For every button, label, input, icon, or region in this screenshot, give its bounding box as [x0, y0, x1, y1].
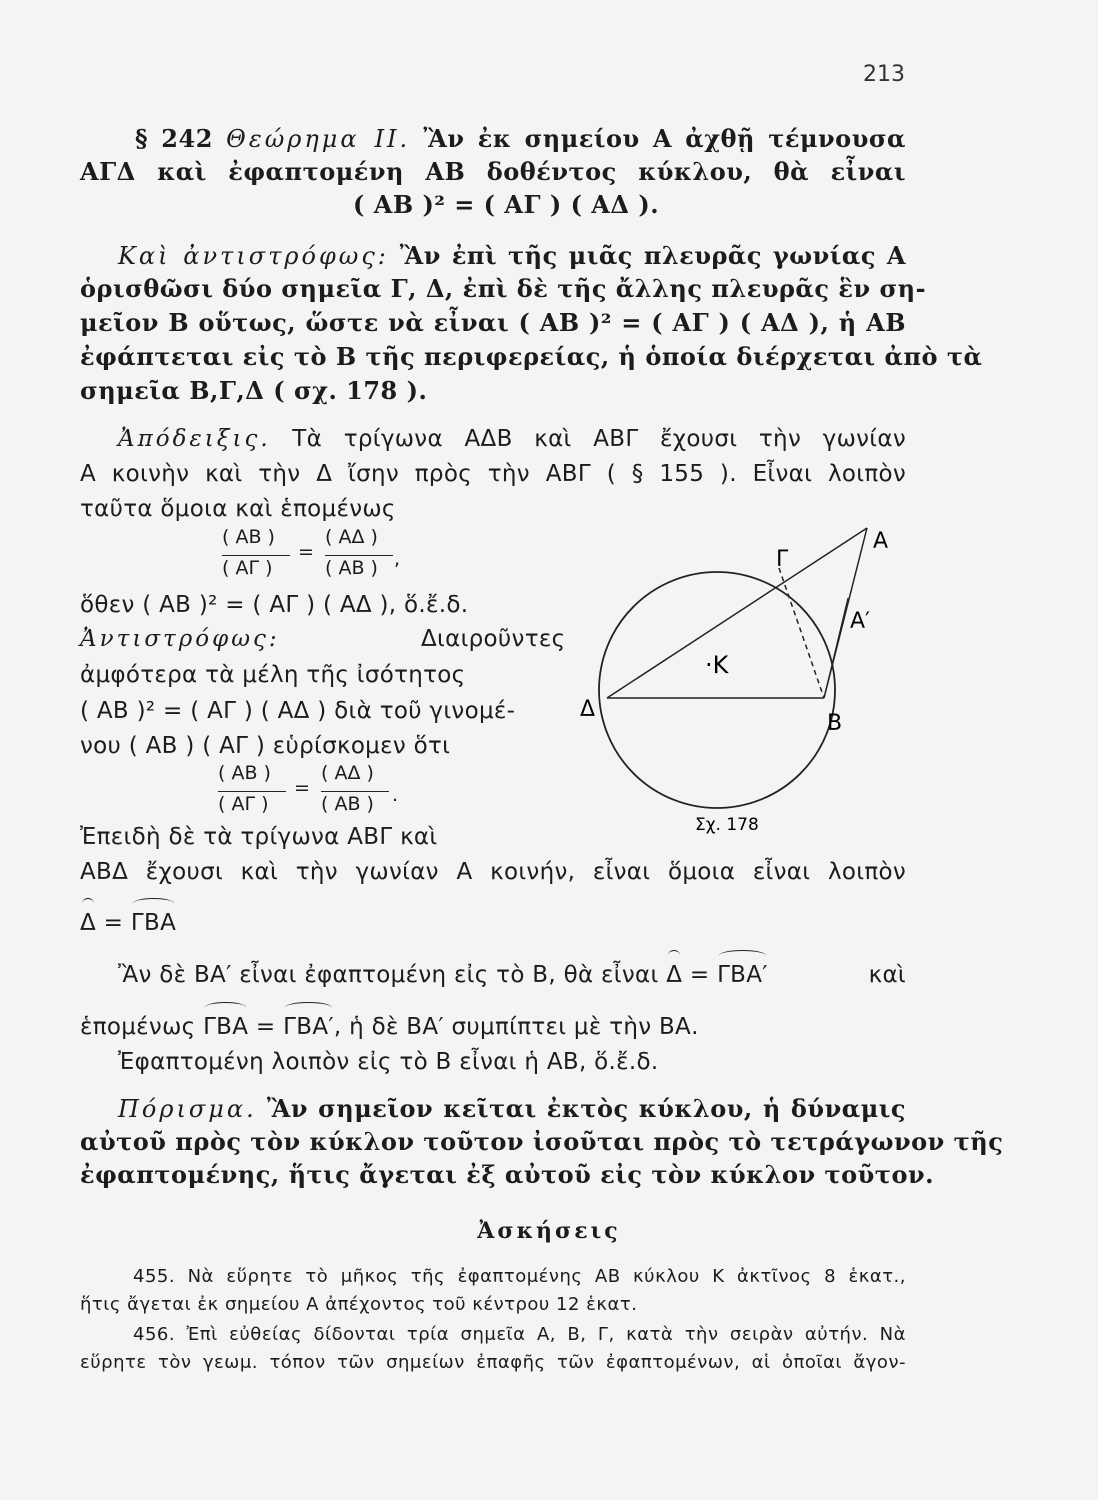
frac2-equals: =: [294, 777, 310, 799]
frac2-num-right: ( ΑΔ ): [321, 762, 374, 784]
porism-text: Ἂν σημεῖον κεῖται ἐκτὸς κύκλου, ἡ δύναμις: [266, 1094, 906, 1123]
proof-line-6: ( ΑΒ )² = ( ΑΓ ) ( ΑΔ ) διὰ τοῦ γινομέ-: [80, 698, 516, 724]
porism-line-2: αὐτοῦ πρὸς τὸν κύκλον τοῦτον ἰσοῦται πρὸς τὸ τετράγωνον τῆς: [80, 1127, 1004, 1156]
frac2-bar-right: [321, 791, 389, 792]
frac2-den-left: ( ΑΓ ): [218, 793, 269, 815]
exercise-455-line-1: 455. Νὰ εὕρητε τὸ μῆκος τῆς ἐφαπτομένης ΑΒ κύκλου Κ ἀκτῖνος 8 ἑκατ.,: [133, 1266, 906, 1287]
proof-converse-label: Ἀντιστρόφως:: [80, 626, 280, 652]
converse-line-1: [118, 241, 906, 271]
frac1-num-right: ( ΑΔ ): [325, 526, 378, 548]
proof-converse-line: [80, 624, 580, 654]
proof-line-8: Ἐπειδὴ δὲ τὰ τρίγωνα ΑΒΓ καὶ: [80, 824, 438, 850]
section-number: § 242: [135, 124, 213, 153]
proof-line-12: Ἐφαπτομένη λοιπὸν εἰς τὸ Β εἶναι ἡ ΑΒ, ὅ.ἔ.δ.: [118, 1049, 659, 1075]
figure-caption: Σχ. 178: [695, 815, 759, 835]
frac2-num-left: ( ΑΒ ): [218, 762, 271, 784]
theorem-line-2: ΑΓΔ καὶ ἐφαπτομένη ΑΒ δοθέντος κύκλου, θὰ εἶναι: [80, 157, 906, 186]
label-a: Α: [873, 529, 889, 554]
converse-line-5: σημεῖα Β,Γ,Δ ( σχ. 178 ).: [80, 376, 428, 405]
theorem-line-1: [135, 124, 906, 154]
converse-line-3: μεῖον Β οὕτως, ὥστε νὰ εἶναι ( ΑΒ )² = ( ΑΓ ) ( ΑΔ ), ἡ ΑΒ: [80, 308, 906, 337]
line10-text-a: Ἂν δὲ ΒΑ′ εἶναι ἐφαπτομένη εἰς τὸ Β, θὰ εἶναι: [118, 962, 659, 988]
porism-label: Πόρισμα.: [118, 1095, 257, 1123]
label-b: Β: [827, 711, 843, 736]
eq1-rhs: ΓΒΑ: [130, 910, 177, 936]
label-d: Δ: [580, 697, 596, 722]
line10-text-b: καὶ: [868, 962, 906, 988]
line11-text-a: ἑπομένως: [80, 1014, 196, 1040]
converse-line-4: ἐφάπτεται εἰς τὸ Β τῆς περιφερείας, ἡ ὁποία διέρχεται ἀπὸ τὰ: [80, 342, 983, 371]
dashed-gb: [779, 568, 824, 698]
label-g: Γ: [776, 547, 789, 572]
frac1-bar-left: [222, 555, 290, 556]
theorem-label: Θεώρημα ΙΙ.: [226, 125, 411, 153]
line10-eq: =: [689, 962, 710, 988]
line11-eq: =: [255, 1014, 276, 1040]
frac1-num-left: ( ΑΒ ): [222, 526, 275, 548]
converse-line-2: ὁρισθῶσι δύο σημεῖα Γ, Δ, ἐπὶ δὲ τῆς ἄλλης πλευρᾶς ἓν ση-: [80, 274, 927, 303]
circle-k: [599, 572, 835, 808]
label-a-prime: Α′: [850, 609, 871, 634]
proof-label: Ἀπόδειξις.: [118, 426, 271, 452]
porism-line-3: ἐφαπτομένης, ἥτις ἄγεται ἐξ αὐτοῦ εἰς τὸν κύκλον τοῦτον.: [80, 1160, 934, 1189]
frac2-bar-left: [218, 791, 286, 792]
line11-text-b: , ἡ δὲ ΒΑ′ συμπίπτει μὲ τὴν ΒΑ.: [333, 1014, 699, 1040]
proof-line-1: [118, 424, 906, 454]
label-k: ·Κ: [705, 651, 729, 679]
proof-line-10: [118, 960, 906, 990]
angle-equation-1: [80, 908, 176, 938]
theorem-formula: ( ΑΒ )² = ( ΑΓ ) ( ΑΔ ).: [353, 190, 660, 219]
line10-lhs: Δ: [666, 962, 683, 988]
figure-178: [560, 500, 920, 850]
theorem-text: Ἂν ἐκ σημείου Α ἀχθῇ τέμνουσα: [423, 124, 907, 153]
proof-line-7: νου ( ΑΒ ) ( ΑΓ ) εὑρίσκομεν ὅτι: [80, 733, 451, 759]
line11-rhs: ΓΒΑ′: [283, 1014, 334, 1040]
frac1-bar-right: [325, 555, 393, 556]
frac2-den-right: ( ΑΒ ): [321, 793, 374, 815]
proof-text: Τὰ τρίγωνα ΑΔΒ καὶ ΑΒΓ ἔχουσι τὴν γωνίαν: [292, 426, 906, 452]
frac1-equals: =: [298, 541, 314, 563]
exercise-455-line-2: ἥτις ἄγεται ἐκ σημείου Α ἀπέχοντος τοῦ κέντρου 12 ἑκατ.: [80, 1294, 638, 1315]
line10-rhs: ΓΒΑ′: [717, 962, 768, 988]
converse-text: Ἂν ἐπὶ τῆς μιᾶς πλευρᾶς γωνίας Α: [399, 241, 907, 270]
frac1-den-left: ( ΑΓ ): [222, 557, 273, 579]
line11-lhs: ΓΒΑ: [203, 1014, 249, 1040]
proof-line-11: [80, 1012, 699, 1042]
proof-line-2: Α κοινὴν καὶ τὴν Δ ἴσην πρὸς τὴν ΑΒΓ ( § 155 ). Εἶναι λοιπὸν: [80, 461, 906, 487]
frac1-end: ,: [394, 548, 401, 570]
proof-line-4: ὅθεν ( ΑΒ )² = ( ΑΓ ) ( ΑΔ ), ὅ.ἔ.δ.: [80, 592, 469, 618]
proof-line-9: ΑΒΔ ἔχουσι καὶ τὴν γωνίαν Α κοινήν, εἶναι ὅμοια εἶναι λοιπὸν: [80, 859, 906, 885]
secant-line: [607, 528, 867, 698]
page-number: 213: [863, 62, 905, 87]
exercise-456-line-2: εὕρητε τὸν γεωμ. τόπον τῶν σημείων ἐπαφῆς τῶν ἐφαπτομένων, αἱ ὁποῖαι ἄγον-: [80, 1352, 906, 1373]
converse-label: Καὶ ἀντιστρόφως:: [118, 242, 389, 270]
exercises-heading: Ἀσκήσεις: [477, 1218, 621, 1244]
eq1-eq: =: [103, 910, 124, 936]
proof-converse-text: Διαιροῦντες: [421, 626, 566, 652]
eq1-lhs: Δ: [80, 910, 97, 936]
proof-line-5: ἀμφότερα τὰ μέλη τῆς ἰσότητος: [80, 662, 466, 688]
exercise-456-line-1: 456. Ἐπὶ εὐθείας δίδονται τρία σημεῖα Α, Β, Γ, κατὰ τὴν σειρὰν αὐτήν. Νὰ: [133, 1324, 906, 1345]
porism-line-1: [118, 1094, 906, 1124]
frac1-den-right: ( ΑΒ ): [325, 557, 378, 579]
proof-line-3: ταῦτα ὅμοια καὶ ἑπομένως: [80, 496, 396, 522]
frac2-end: .: [392, 784, 399, 806]
